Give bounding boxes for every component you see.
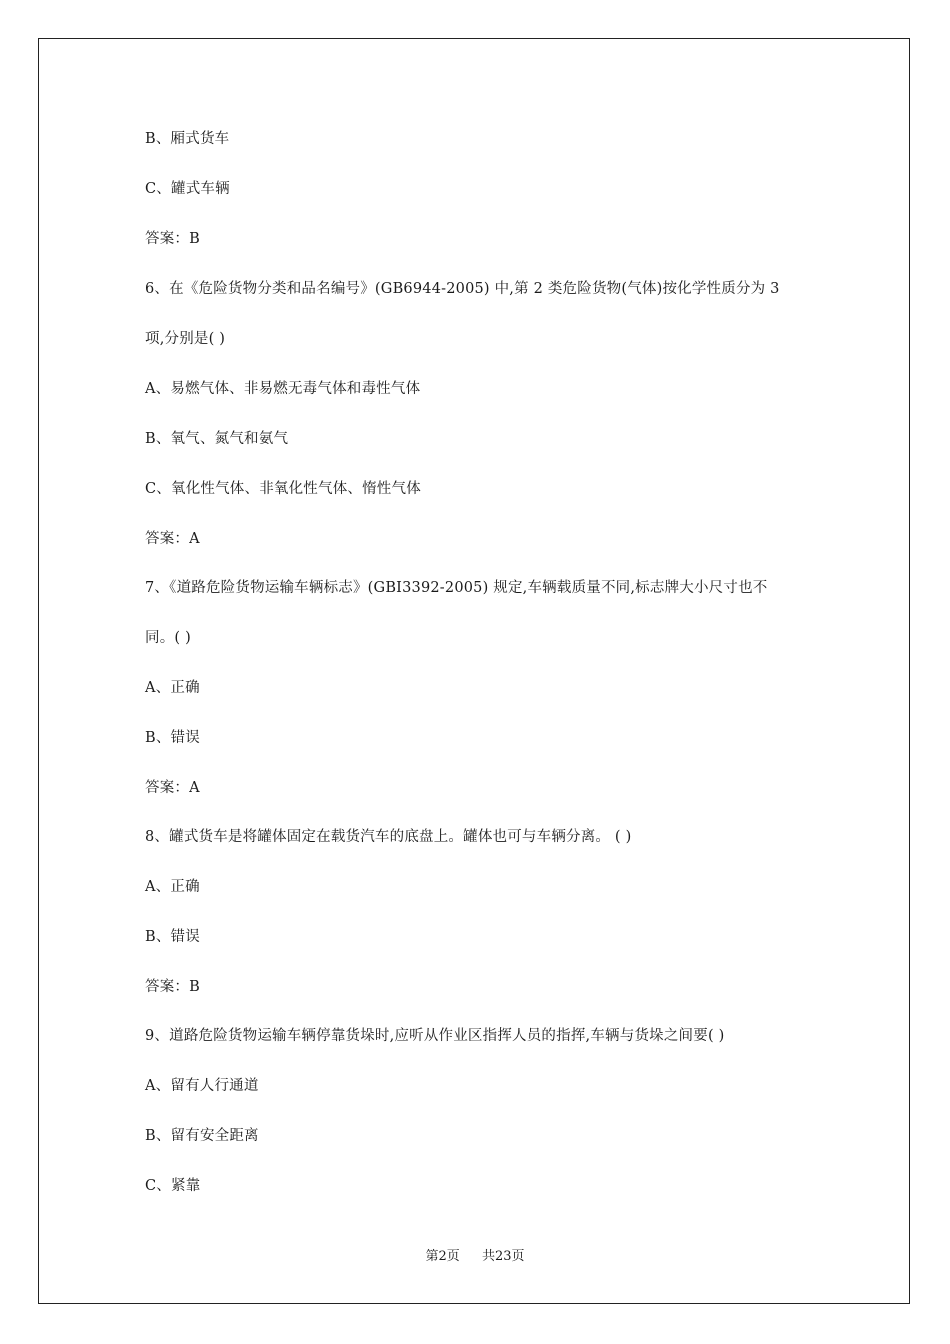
answer-q6: 答案：A <box>145 531 200 547</box>
question-6-line-2: 项,分别是( ) <box>145 331 226 347</box>
option-c-q5: C、罐式车辆 <box>145 181 230 197</box>
question-9: 9、道路危险货物运输车辆停靠货垛时,应听从作业区指挥人员的指挥,车辆与货垛之间要( ) <box>145 1028 725 1044</box>
answer-q5: 答案：B <box>145 231 200 247</box>
option-c-q6: C、氧化性气体、非氧化性气体、惰性气体 <box>145 481 421 497</box>
option-c-q9: C、紧靠 <box>145 1178 201 1194</box>
question-8: 8、罐式货车是将罐体固定在载货汽车的底盘上。罐体也可与车辆分离。 ( ) <box>145 829 632 845</box>
question-7-line-2: 同。( ) <box>145 630 191 646</box>
option-b-q6: B、氧气、氮气和氨气 <box>145 431 289 447</box>
option-b-q5: B、厢式货车 <box>145 131 230 147</box>
page-number: 第2页 <box>425 1249 460 1264</box>
option-a-q7: A、正确 <box>145 680 200 696</box>
option-a-q6: A、易燃气体、非易燃无毒气体和毒性气体 <box>145 381 421 397</box>
question-7-line-1: 7、《道路危险货物运输车辆标志》(GBI3392-2005) 规定,车辆载质量不同,标志牌大小尺寸也不 <box>145 580 768 596</box>
option-b-q8: B、错误 <box>145 929 200 945</box>
option-a-q9: A、留有人行通道 <box>145 1078 259 1094</box>
answer-q8: 答案：B <box>145 979 200 995</box>
option-b-q7: B、错误 <box>145 730 200 746</box>
page-total: 共23页 <box>482 1249 525 1264</box>
page-footer <box>0 1248 950 1266</box>
option-a-q8: A、正确 <box>145 879 200 895</box>
answer-q7: 答案：A <box>145 780 200 796</box>
question-6-line-1: 6、在《危险货物分类和品名编号》(GB6944-2005) 中,第 2 类危险货物(气体)按化学性质分为 3 <box>145 281 780 297</box>
page-border <box>38 38 910 1304</box>
option-b-q9: B、留有安全距离 <box>145 1128 259 1144</box>
